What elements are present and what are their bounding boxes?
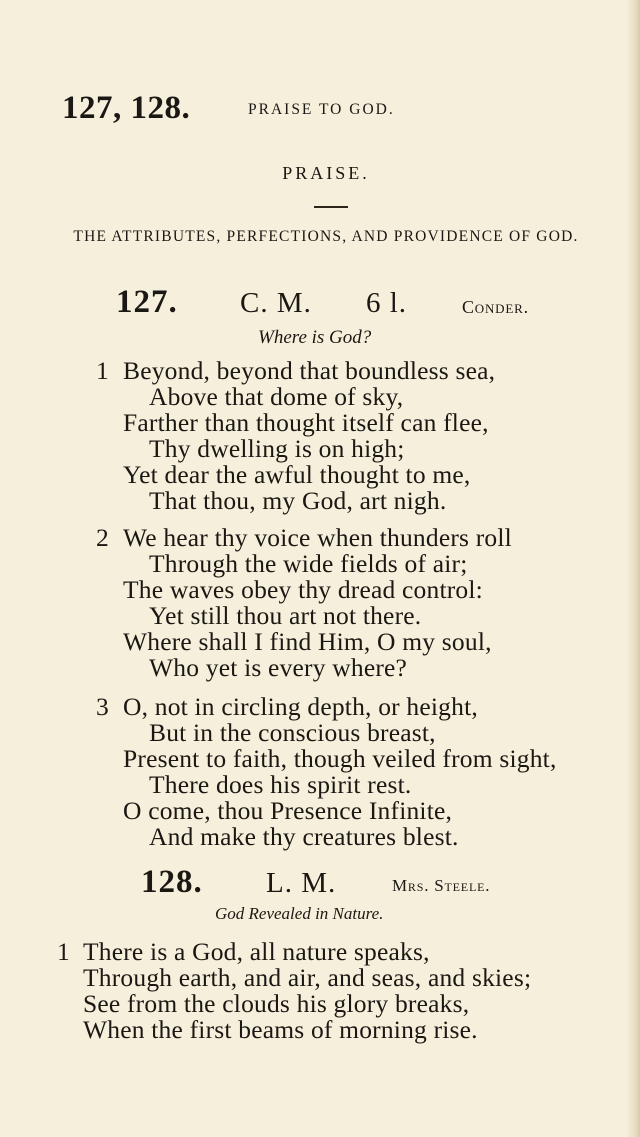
verse-line: Yet dear the awful thought to me, (123, 460, 471, 489)
verse-line: There does his spirit rest. (149, 770, 412, 799)
verse-line: Present to faith, though veiled from sight, (123, 744, 557, 773)
running-header-numbers: 127, 128. (62, 90, 191, 126)
section-subject: THE ATTRIBUTES, PERFECTIONS, AND PROVIDENCE OF GOD. (73, 228, 579, 245)
stanza-number: 1 (57, 937, 70, 966)
verse-line: There is a God, all nature speaks, (83, 937, 430, 966)
section-divider (314, 206, 348, 208)
verse-line: See from the clouds his glory breaks, (83, 989, 470, 1018)
verse-line: We hear thy voice when thunders roll (123, 523, 512, 552)
verse-line: Through earth, and air, and seas, and skies; (83, 963, 532, 992)
hymn-number: 127. (116, 284, 178, 320)
verse-line: Farther than thought itself can flee, (123, 408, 489, 437)
running-header-title: PRAISE TO GOD. (248, 101, 395, 118)
stanza-number: 3 (96, 692, 109, 721)
hymn-meter: L. M. (266, 867, 337, 899)
hymn-title: God Revealed in Nature. (215, 904, 384, 923)
verse-line: And make thy creatures blest. (149, 822, 459, 851)
stanza-number: 2 (96, 523, 109, 552)
hymn-author: Mrs. Steele. (392, 876, 491, 895)
verse-line: But in the conscious breast, (149, 718, 436, 747)
hymn-line-count: 6 l. (366, 287, 408, 319)
hymn-meter: C. M. (240, 287, 312, 319)
verse-line: Thy dwelling is on high; (149, 434, 405, 463)
hymn-author: Conder. (462, 297, 529, 317)
verse-line: Yet still thou art not there. (149, 601, 422, 630)
section-title: PRAISE. (282, 163, 370, 183)
verse-line: Above that dome of sky, (149, 382, 404, 411)
verse-line: Beyond, beyond that boundless sea, (123, 356, 496, 385)
hymn-title: Where is God? (258, 327, 372, 348)
verse-line: When the first beams of morning rise. (83, 1015, 478, 1044)
verse-line: O, not in circling depth, or height, (123, 692, 478, 721)
verse-line: O come, thou Presence Infinite, (123, 796, 453, 825)
verse-line: That thou, my God, art nigh. (149, 486, 447, 515)
verse-line: Who yet is every where? (149, 653, 408, 682)
hymn-number: 128. (141, 864, 203, 900)
verse-line: Through the wide fields of air; (149, 549, 468, 578)
stanza-number: 1 (96, 356, 109, 385)
verse-line: Where shall I find Him, O my soul, (123, 627, 492, 656)
verse-line: The waves obey thy dread control: (123, 575, 483, 604)
